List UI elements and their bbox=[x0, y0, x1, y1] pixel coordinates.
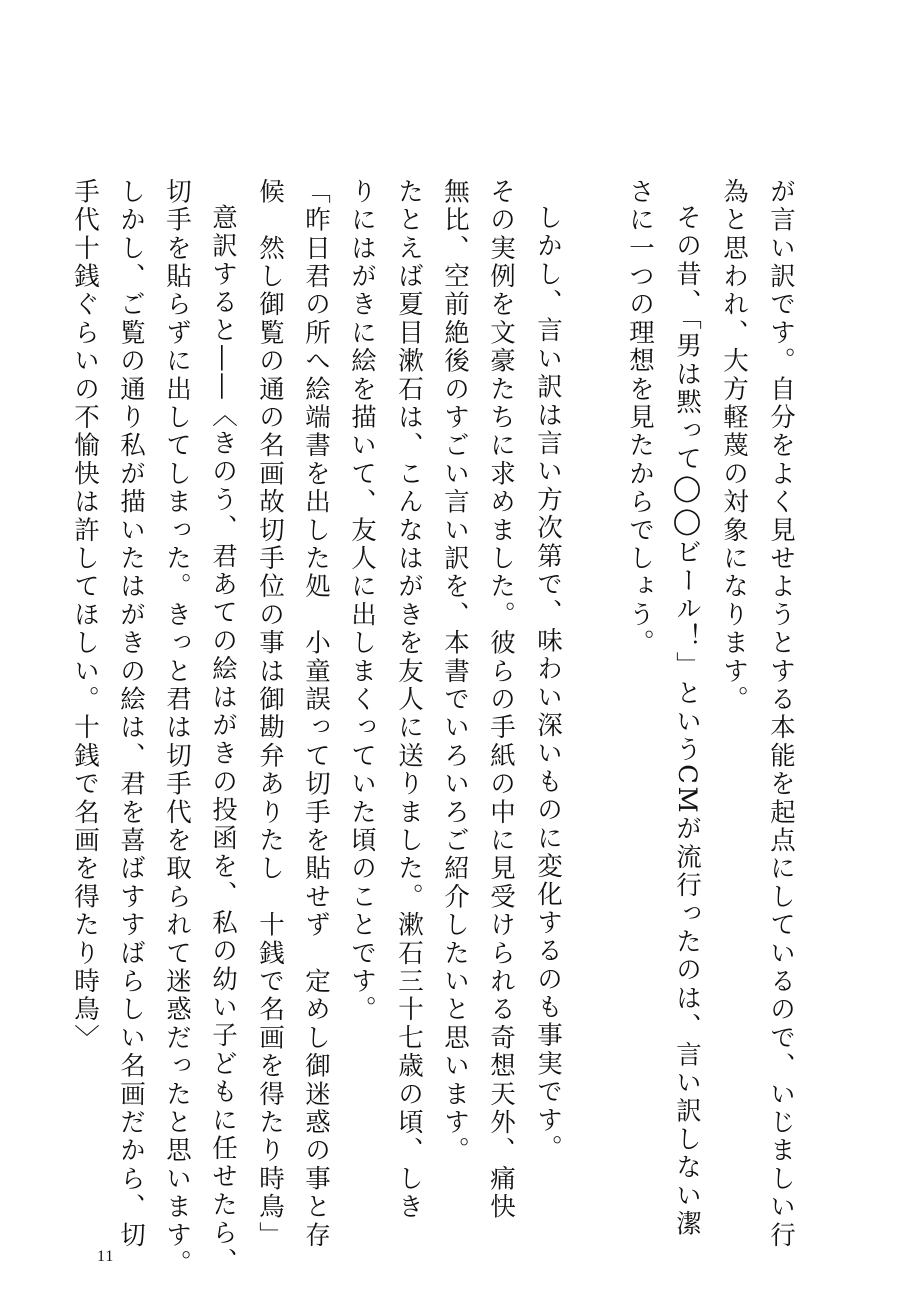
text-line-16: 手代十銭ぐらいの不愉快は許してほしい。十銭で名画を得たり時鳥〉 bbox=[70, 178, 100, 1053]
text-line-11: 「昨日君の所へ絵端書を出した処 小童誤って切手を貼せず 定めし御迷惑の事と存 bbox=[301, 178, 331, 1250]
text-line-1: が言い訳です。自分をよく見せようとする本能を起点にしているので、いじましい行 bbox=[766, 178, 796, 1250]
text-line-14: 切手を貼らずに出してしまった。きっと君は切手代を取られて迷惑だったと思います。 bbox=[162, 178, 192, 1278]
text-line-2: 為と思われ、大方軽蔑の対象になります。 bbox=[719, 178, 749, 714]
text-line-15: しかし、ご覧の通り私が描いたはがきの絵は、君を喜ばすすばらしい名画だから、切 bbox=[116, 178, 146, 1250]
text-line-8: 無比、空前絶後のすごい言い訳を、本書でいろいろご紹介したいと思います。 bbox=[440, 178, 470, 1165]
text-line-12: 候 然し御覧の通の名画故切手位の事は御勘弁ありたし 十銭で名画を得たり時鳥」 bbox=[255, 178, 285, 1250]
text-line-7: その実例を文豪たちに求めました。彼らの手紙の中に見受けられる奇想天外、痛快 bbox=[486, 178, 516, 1222]
text-line-6: しかし、言い訳は言い方次第で、味わい深いものに変化するのも事実です。 bbox=[533, 204, 563, 1163]
text-line-3: その昔、「男は黙って◯◯ビール！」というCMが流行ったのは、言い訳しない潔 bbox=[672, 204, 702, 1239]
text-line-4: さに一つの理想を見たからでしょう。 bbox=[625, 178, 655, 658]
text-line-9: たとえば夏目漱石は、こんなはがきを友人に送りました。漱石三十七歳の頃、しき bbox=[394, 178, 424, 1222]
text-line-13: 意訳すると――〈きのう、君あての絵はがきの投函を、私の幼い子どもに任せたら、 bbox=[208, 204, 238, 1276]
text-line-10: りにはがきに絵を描いて、友人に出しまくっていた頃のことです。 bbox=[347, 178, 377, 1024]
page-number: 11 bbox=[97, 1248, 115, 1265]
